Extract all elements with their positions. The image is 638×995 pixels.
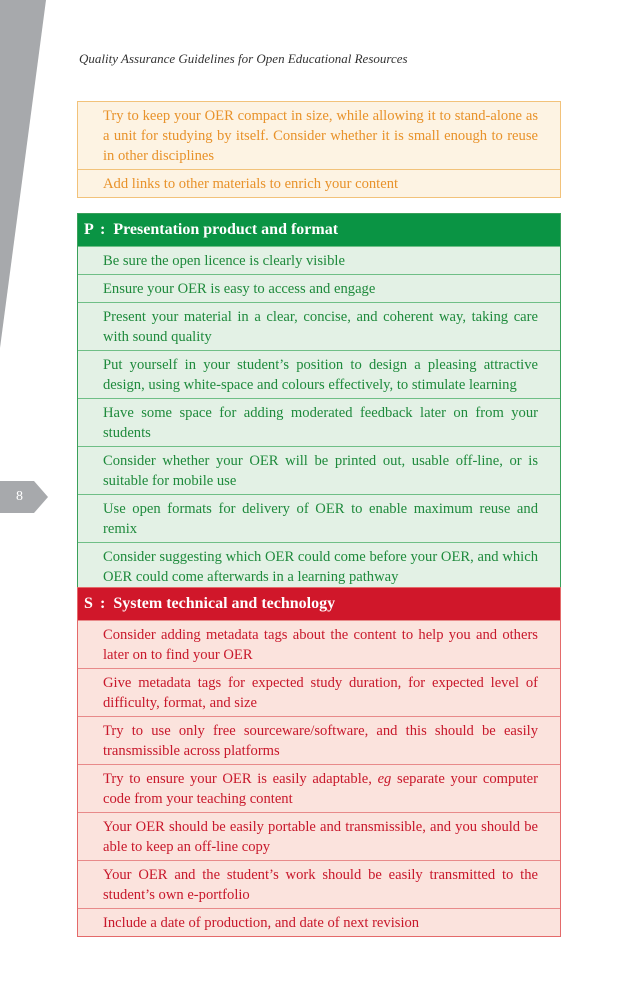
- page-number-tab: [0, 481, 48, 513]
- section-letter: S: [84, 595, 93, 612]
- section-separator: :: [100, 595, 106, 612]
- presentation-table: [77, 213, 561, 591]
- guideline-item: Your OER and the student’s work should be easily transmitted to the student’s own e-portfolio: [78, 860, 560, 908]
- guideline-item: Consider suggesting which OER could come before your OER, and which OER could come afterwards in a learning pathway: [78, 542, 560, 590]
- guideline-item: Be sure the open licence is clearly visible: [78, 246, 560, 274]
- guideline-item: Try to keep your OER compact in size, while allowing it to stand-alone as a unit for studying by itself. Consider whether it is small enough to reuse in other disciplines: [103, 108, 538, 164]
- section-separator: :: [100, 221, 106, 238]
- guideline-item: Include a date of production, and date of next revision: [78, 908, 560, 936]
- item-emphasis: eg: [377, 771, 392, 787]
- section-title: Presentation product and format: [113, 221, 339, 238]
- system-section-heading: [78, 588, 560, 620]
- guideline-item: Ensure your OER is easy to access and engage: [78, 274, 560, 302]
- guideline-item: Put yourself in your student’s position to design a pleasing attractive design, using white-space and colours effectively, to stimulate learning: [78, 350, 560, 398]
- item-text: Try to ensure your OER is easily adaptable,: [103, 771, 372, 787]
- section-letter: P: [84, 221, 94, 238]
- guideline-item: Try to use only free sourceware/software, and this should be easily transmissible across platforms: [78, 716, 560, 764]
- running-header: Quality Assurance Guidelines for Open Educational Resources: [79, 51, 408, 66]
- guideline-item: Consider adding metadata tags about the content to help you and others later on to find your OER: [78, 620, 560, 668]
- guideline-item: Have some space for adding moderated feedback later on from your students: [78, 398, 560, 446]
- guideline-item: Consider whether your OER will be printed out, usable off-line, or is suitable for mobile use: [78, 446, 560, 494]
- guideline-item: Add links to other materials to enrich your content: [78, 169, 560, 197]
- section-title: System technical and technology: [113, 595, 336, 612]
- guideline-item-adaptable: [78, 764, 560, 812]
- presentation-section-heading: [78, 214, 560, 246]
- guideline-item: Give metadata tags for expected study duration, for expected level of difficulty, format, and size: [78, 668, 560, 716]
- guideline-item: Use open formats for delivery of OER to enable maximum reuse and remix: [78, 494, 560, 542]
- guideline-item: Present your material in a clear, concise, and coherent way, taking care with sound quality: [78, 302, 560, 350]
- guideline-item: Your OER should be easily portable and transmissible, and you should be able to keep an off-line copy: [78, 812, 560, 860]
- page-number: 8: [16, 489, 23, 504]
- item-text-rest: separate your computer code from your teaching content: [103, 771, 538, 807]
- system-table: [77, 587, 561, 937]
- continuation-table: [77, 101, 561, 198]
